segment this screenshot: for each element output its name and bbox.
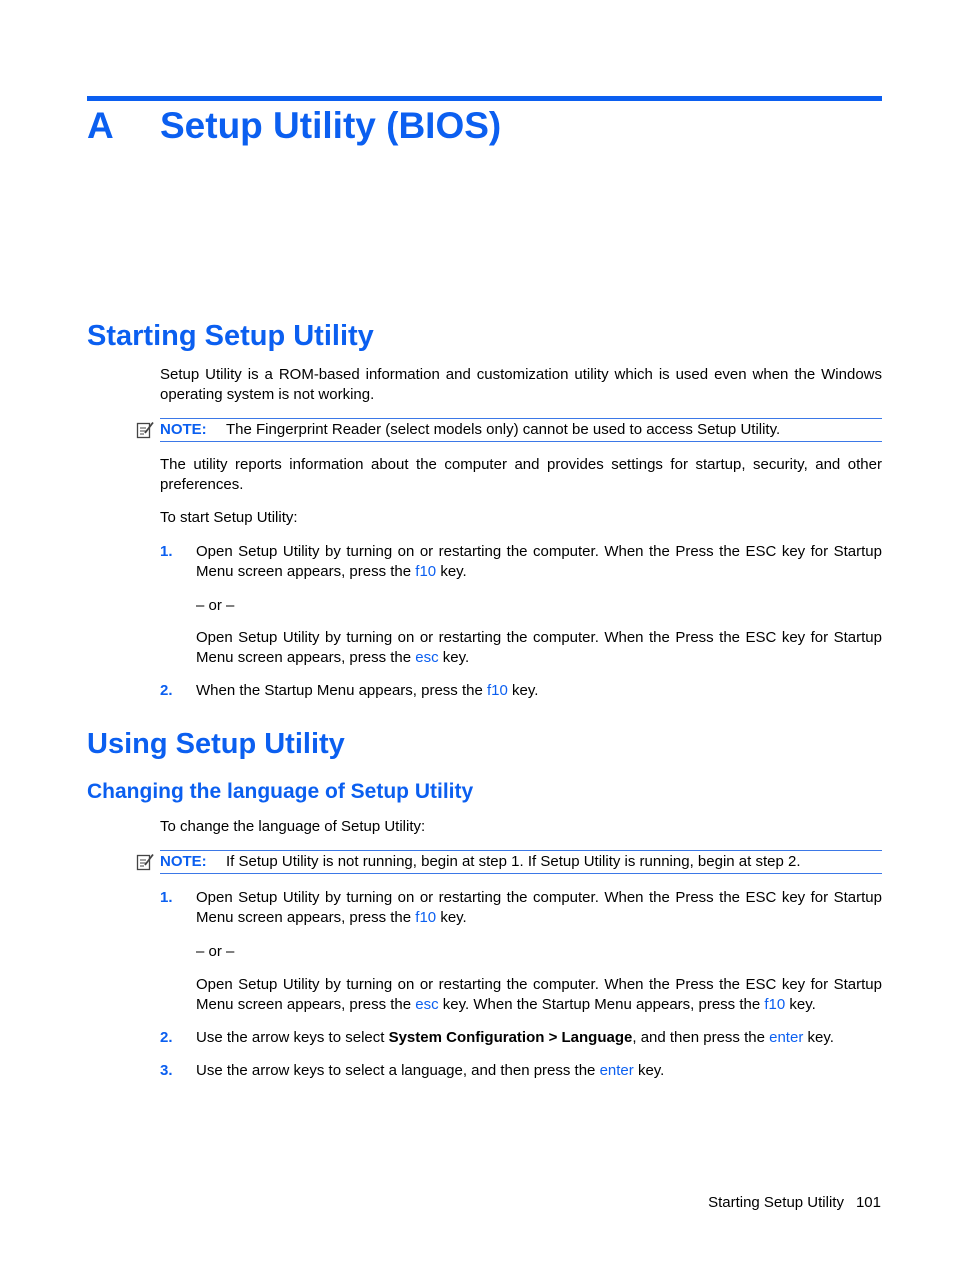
key-f10: f10 <box>487 682 508 699</box>
page-footer <box>708 1193 881 1213</box>
note-text: The Fingerprint Reader (select models only) cannot be used to access Setup Utility. <box>226 421 781 438</box>
key-esc: esc <box>415 996 439 1013</box>
note-fingerprint <box>160 418 882 442</box>
step-text: Use the arrow keys to select System Configuration > Language, and then press the enter key. <box>196 1029 834 1046</box>
or-separator: – or – <box>196 943 235 960</box>
step-text: Use the arrow keys to select a language, and then press the enter key. <box>196 1062 665 1079</box>
note-icon <box>136 421 154 439</box>
key-f10: f10 <box>415 563 437 580</box>
footer-section: Starting Setup Utility <box>708 1194 844 1211</box>
note-running <box>160 850 882 874</box>
step-text: Open Setup Utility by turning on or restarting the computer. When the Press the ESC key for Startup Menu screen appears, press the f10 key. <box>196 543 882 580</box>
subsection-heading-language: Changing the language of Setup Utility <box>87 780 474 803</box>
step-number: 2. <box>160 1029 173 1046</box>
key-f10: f10 <box>764 996 786 1013</box>
start-instruction: To start Setup Utility: <box>160 509 298 526</box>
key-enter: enter <box>599 1062 634 1079</box>
note-label: NOTE: <box>160 853 207 870</box>
key-enter: enter <box>769 1029 804 1046</box>
step-text-alt: Open Setup Utility by turning on or restarting the computer. When the Press the ESC key for Startup Menu screen appears, press the esc key. <box>196 629 882 666</box>
step-number: 1. <box>160 889 173 906</box>
section-heading-using: Using Setup Utility <box>87 728 345 760</box>
step-text-alt: Open Setup Utility by turning on or restarting the computer. When the Press the ESC key for Startup Menu screen appears, press the esc key. When the Startup Menu appears, press the f10 key. <box>196 976 882 1013</box>
or-separator: – or – <box>196 597 235 614</box>
menu-path: System Configuration > Language <box>388 1029 633 1046</box>
chapter-title: Setup Utility (BIOS) <box>160 105 502 146</box>
chapter-letter: A <box>87 105 114 146</box>
language-intro: To change the language of Setup Utility: <box>160 818 426 835</box>
note-text: If Setup Utility is not running, begin at step 1. If Setup Utility is running, begin at step 2. <box>226 853 801 870</box>
section-heading-starting: Starting Setup Utility <box>87 320 374 352</box>
step-number: 3. <box>160 1062 173 1079</box>
step-number: 1. <box>160 543 173 560</box>
utility-paragraph: The utility reports information about the computer and provides settings for startup, security, and other preferences. <box>160 456 882 493</box>
step-text: When the Startup Menu appears, press the f10 key. <box>196 682 539 699</box>
step-text: Open Setup Utility by turning on or restarting the computer. When the Press the ESC key for Startup Menu screen appears, press the f10 key. <box>196 889 882 926</box>
key-f10: f10 <box>415 909 437 926</box>
intro-paragraph: Setup Utility is a ROM-based information and customization utility which is used even when the Windows operating system is not working. <box>160 366 882 403</box>
note-icon <box>136 853 154 871</box>
note-label: NOTE: <box>160 421 207 438</box>
step-number: 2. <box>160 682 173 699</box>
key-esc: esc <box>415 649 439 666</box>
page-number: 101 <box>855 1194 881 1211</box>
